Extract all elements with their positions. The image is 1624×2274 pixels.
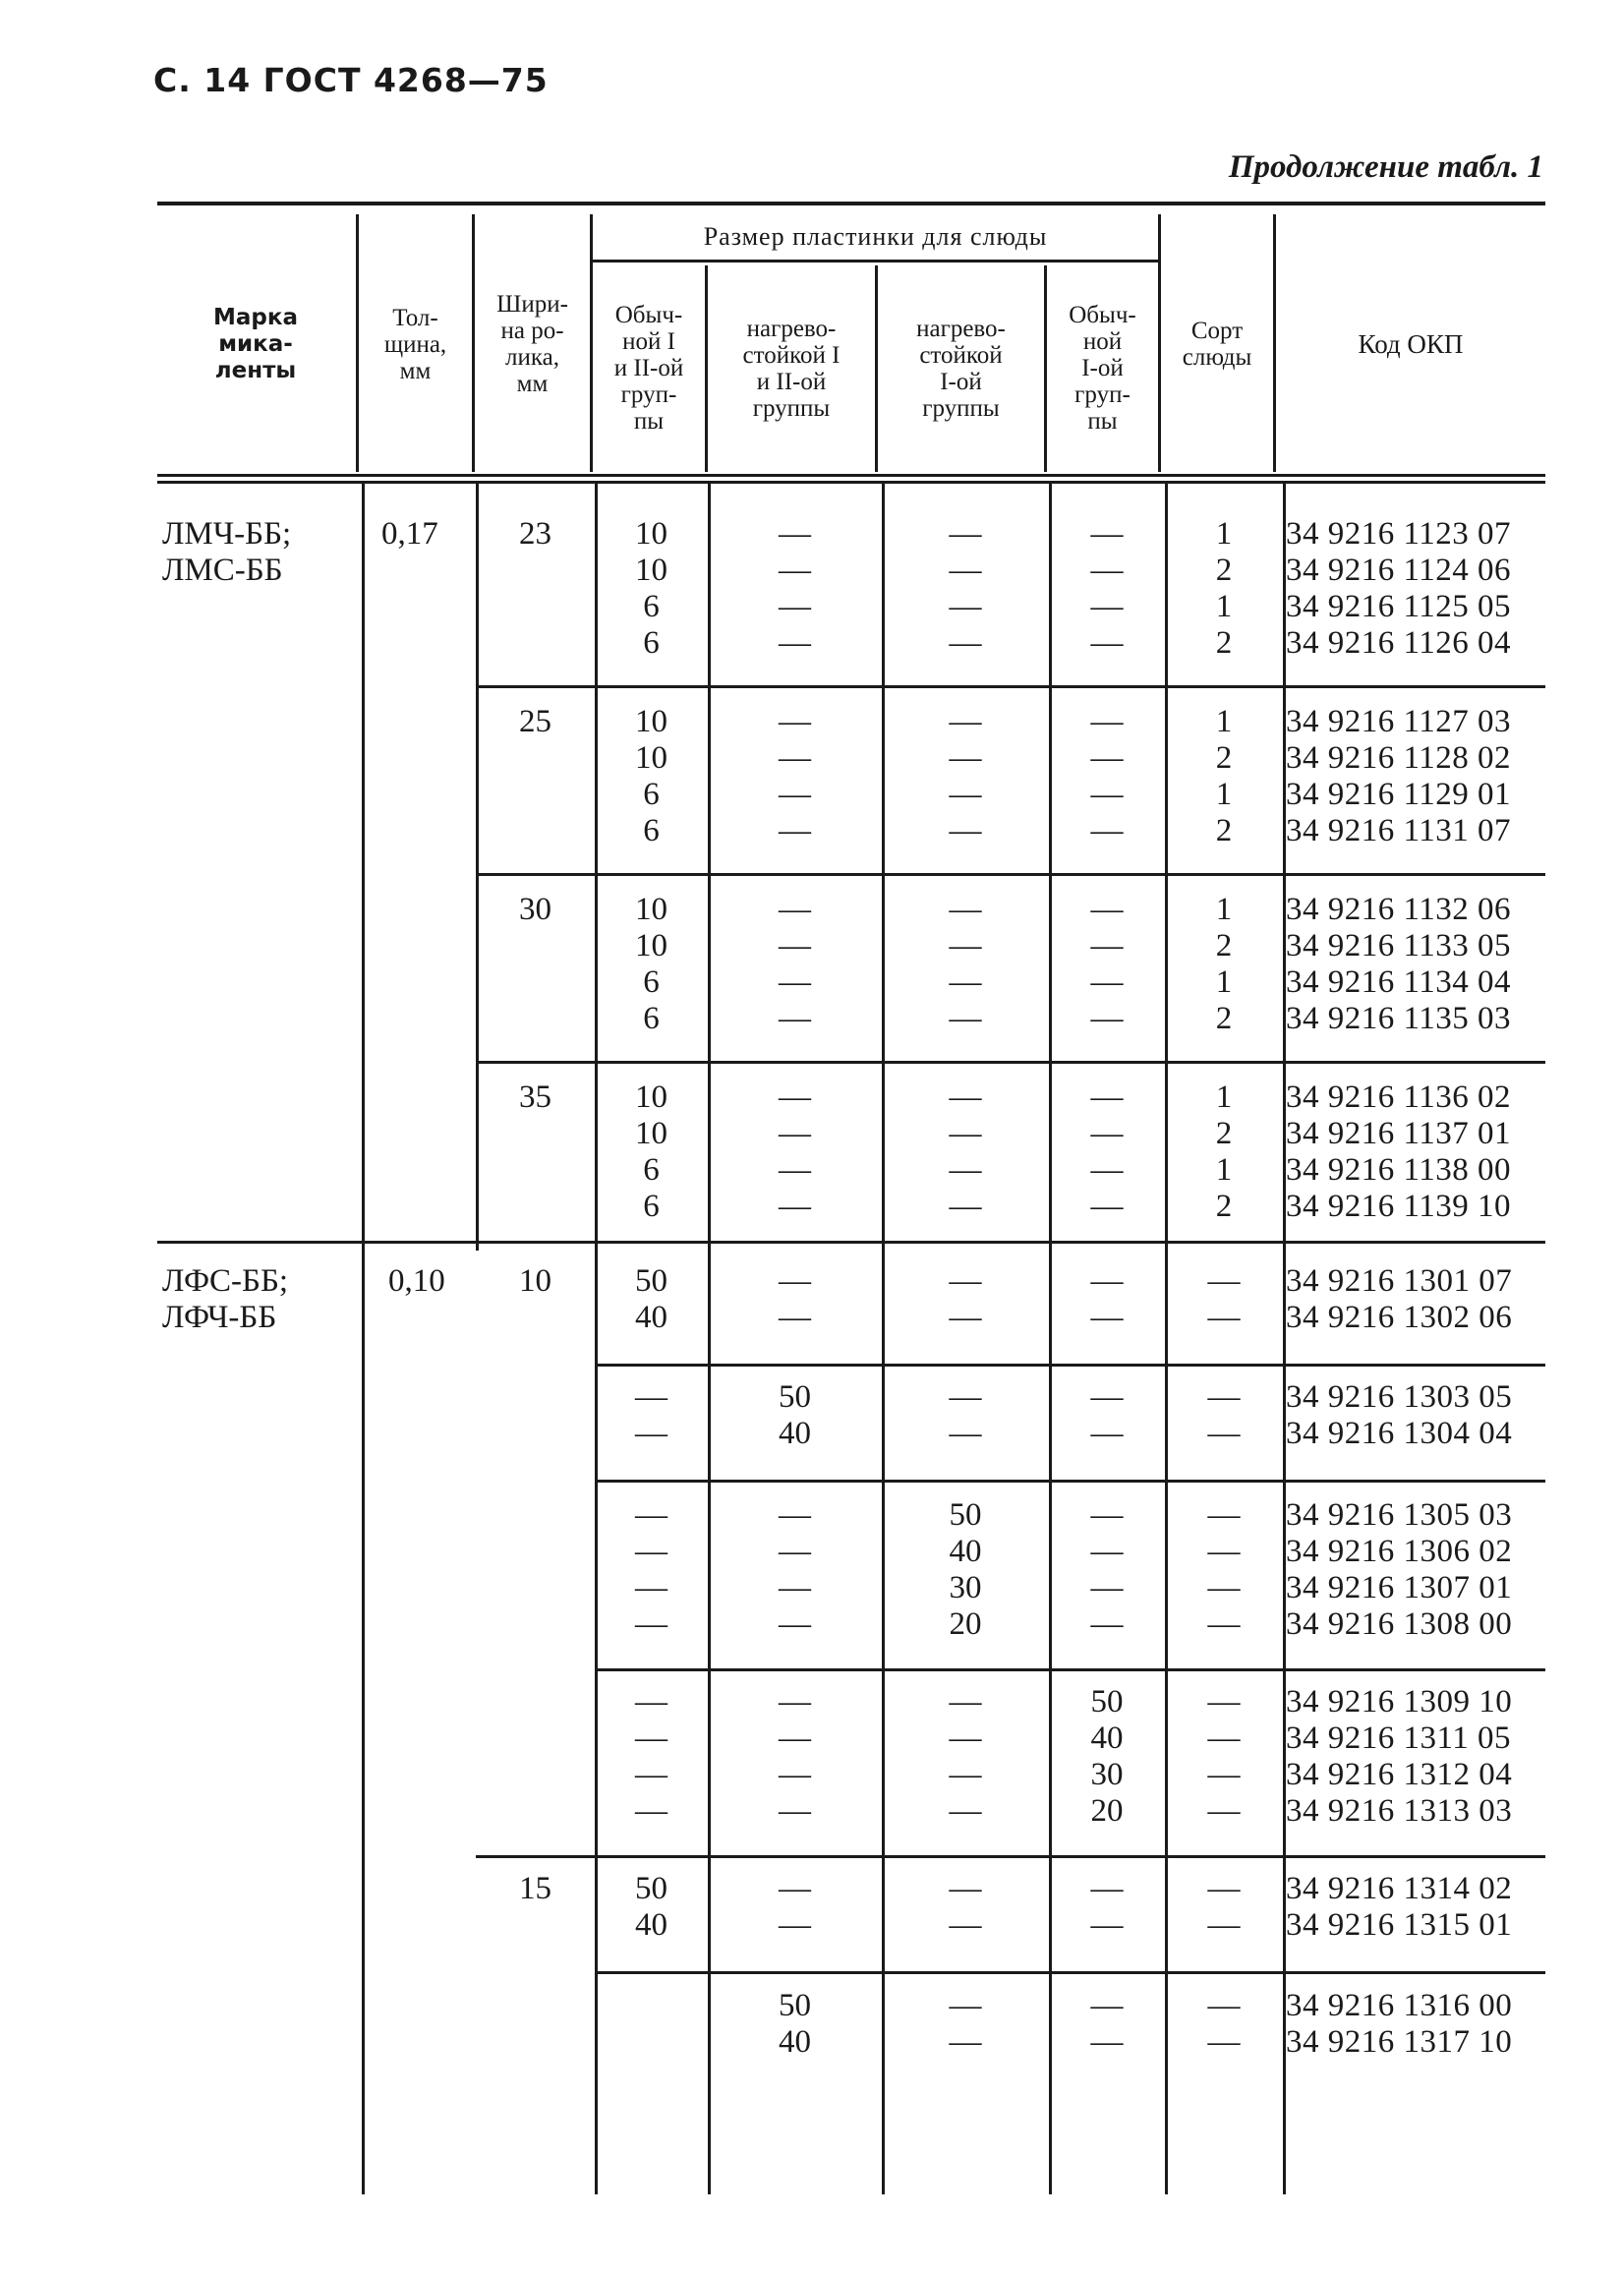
plate-heatproof-1-2-cell: — — [779, 553, 811, 588]
plate-ordinary-1-2-cell: 50 — [635, 1871, 667, 1906]
okp-code-cell: 34 9216 1129 01 — [1286, 777, 1512, 812]
okp-code-cell: 34 9216 1305 03 — [1286, 1497, 1513, 1533]
plate-heatproof-1-2-cell: — — [779, 1720, 811, 1756]
roll-width-cell: 30 — [519, 892, 551, 927]
plate-ordinary-1-cell: — — [1090, 704, 1124, 739]
plate-ordinary-1-cell: — — [1090, 740, 1124, 776]
plate-heatproof-1-cell: — — [949, 625, 982, 661]
plate-heatproof-1-2-cell: — — [779, 1757, 811, 1792]
plate-heatproof-1-2-cell: — — [779, 1079, 811, 1115]
grade-cell: — — [1207, 1684, 1241, 1720]
plate-heatproof-1-cell: — — [949, 1079, 982, 1115]
grade-cell: — — [1207, 1793, 1241, 1829]
okp-code-cell: 34 9216 1139 10 — [1286, 1189, 1512, 1224]
plate-heatproof-1-2-cell: — — [779, 1793, 811, 1829]
plate-ordinary-1-2-cell: 6 — [643, 777, 660, 812]
plate-ordinary-1-2-cell: 6 — [643, 813, 660, 848]
plate-ordinary-1-2-cell: — — [635, 1757, 667, 1792]
plate-ordinary-1-2-cell: 40 — [635, 1907, 667, 1943]
grade-cell: — — [1207, 1416, 1241, 1451]
grade-cell: — — [1207, 1606, 1241, 1642]
plate-ordinary-1-cell: — — [1090, 1606, 1124, 1642]
plate-ordinary-1-2-cell: 10 — [635, 740, 667, 776]
grade-cell: — — [1207, 1497, 1241, 1533]
grade-cell: — — [1207, 1300, 1241, 1335]
plate-ordinary-1-2-cell: 40 — [635, 1300, 667, 1335]
plate-ordinary-1-2-cell: — — [635, 1416, 667, 1451]
plate-heatproof-1-2-cell: — — [779, 928, 811, 963]
plate-ordinary-1-cell: — — [1090, 1079, 1124, 1115]
plate-heatproof-1-cell: — — [949, 516, 982, 552]
header-bottom-rule — [157, 481, 1545, 484]
plate-ordinary-1-2-cell: 6 — [643, 625, 660, 661]
grade-cell: 2 — [1215, 740, 1233, 776]
plate-ordinary-1-2-cell: — — [635, 1684, 667, 1720]
header-plate-size: Размер пластинки для слюды — [703, 221, 1048, 251]
plate-heatproof-1-2-cell: — — [779, 704, 811, 739]
plate-heatproof-1-cell: — — [949, 777, 982, 812]
plate-ordinary-1-cell: — — [1090, 777, 1124, 812]
grade-cell: 2 — [1215, 1001, 1233, 1036]
header-bottom-rule — [157, 474, 1545, 477]
plate-heatproof-1-2-cell: 40 — [779, 1416, 811, 1451]
okp-code-cell: 34 9216 1137 01 — [1286, 1116, 1512, 1151]
roll-width-cell: 15 — [519, 1871, 551, 1906]
plate-ordinary-1-cell: — — [1090, 892, 1124, 927]
okp-code-cell: 34 9216 1127 03 — [1286, 704, 1512, 739]
plate-ordinary-1-2-cell: 6 — [643, 589, 660, 624]
section-1-thickness: 0,17 — [381, 516, 438, 552]
group-divider — [595, 1364, 1545, 1367]
section-2-thickness: 0,10 — [388, 1263, 445, 1299]
plate-ordinary-1-2-cell: 6 — [643, 1189, 660, 1224]
plate-heatproof-1-cell: — — [949, 553, 982, 588]
plate-heatproof-1-2-cell: — — [779, 1300, 811, 1335]
plate-heatproof-1-cell: — — [949, 1379, 982, 1415]
okp-code-cell: 34 9216 1317 10 — [1286, 2024, 1513, 2060]
grade-cell: 2 — [1215, 928, 1233, 963]
grade-cell: 2 — [1215, 1116, 1233, 1151]
group-divider — [595, 1668, 1545, 1671]
plate-heatproof-1-cell: — — [949, 1416, 982, 1451]
plate-heatproof-1-cell: — — [949, 1988, 982, 2023]
plate-ordinary-1-cell: — — [1090, 1871, 1124, 1906]
okp-code-cell: 34 9216 1136 02 — [1286, 1079, 1512, 1115]
plate-ordinary-1-2-cell: — — [635, 1570, 667, 1605]
okp-code-cell: 34 9216 1131 07 — [1286, 813, 1512, 848]
grade-cell: 1 — [1215, 892, 1233, 927]
plate-ordinary-1-cell: — — [1090, 2024, 1124, 2060]
okp-code-cell: 34 9216 1124 06 — [1286, 553, 1512, 588]
plate-heatproof-1-cell: — — [949, 2024, 982, 2060]
plate-heatproof-1-cell: 20 — [949, 1606, 982, 1642]
plate-heatproof-1-cell: — — [949, 1793, 982, 1829]
okp-code-cell: 34 9216 1123 07 — [1286, 516, 1512, 552]
plate-ordinary-1-2-cell: 6 — [643, 1001, 660, 1036]
plate-heatproof-1-2-cell: — — [779, 1606, 811, 1642]
plate-ordinary-1-2-cell: 10 — [635, 1079, 667, 1115]
grade-cell: — — [1207, 1570, 1241, 1605]
plate-heatproof-1-cell: — — [949, 1907, 982, 1943]
plate-ordinary-1-2-cell: — — [635, 1606, 667, 1642]
grade-cell: 1 — [1215, 1152, 1233, 1188]
okp-code-cell: 34 9216 1315 01 — [1286, 1907, 1513, 1943]
plate-ordinary-1-cell: — — [1090, 813, 1124, 848]
header-width: Шири- на ро- лика, мм — [496, 291, 568, 397]
plate-heatproof-1-cell: — — [949, 1001, 982, 1036]
plate-ordinary-1-cell: — — [1090, 553, 1124, 588]
plate-heatproof-1-2-cell: — — [779, 625, 811, 661]
plate-heatproof-1-2-cell: — — [779, 1871, 811, 1906]
grade-cell: — — [1207, 1757, 1241, 1792]
plate-ordinary-1-cell: — — [1090, 1263, 1124, 1299]
plate-ordinary-1-cell: — — [1090, 1189, 1124, 1224]
header-mark: Марка мика- ленты — [212, 304, 298, 383]
plate-heatproof-1-2-cell: — — [779, 516, 811, 552]
grade-cell: — — [1207, 1720, 1241, 1756]
okp-code-cell: 34 9216 1303 05 — [1286, 1379, 1513, 1415]
plate-heatproof-1-cell: — — [949, 1263, 982, 1299]
okp-code-cell: 34 9216 1309 10 — [1286, 1684, 1513, 1720]
plate-heatproof-1-2-cell: — — [779, 813, 811, 848]
header-okp: Код ОКП — [1358, 328, 1464, 359]
group-divider — [595, 1971, 1545, 1974]
plate-heatproof-1-2-cell: — — [779, 892, 811, 927]
plate-heatproof-1-2-cell: 50 — [779, 1379, 811, 1415]
plate-heatproof-1-2-cell: — — [779, 1116, 811, 1151]
header-plate-heatproof-1-2: нагрево- стойкой I и II-ой группы — [742, 315, 841, 422]
header-plate-heatproof-1: нагрево- стойкой I-ой группы — [916, 315, 1006, 422]
plate-ordinary-1-2-cell: 10 — [635, 892, 667, 927]
grade-cell: — — [1207, 1988, 1241, 2023]
okp-code-cell: 34 9216 1304 04 — [1286, 1416, 1513, 1451]
group-divider — [476, 685, 1545, 688]
group-divider — [476, 873, 1545, 876]
okp-code-cell: 34 9216 1307 01 — [1286, 1570, 1513, 1605]
plate-ordinary-1-cell: — — [1090, 1300, 1124, 1335]
group-divider — [595, 1480, 1545, 1483]
plate-ordinary-1-2-cell: 50 — [635, 1263, 667, 1299]
plate-ordinary-1-2-cell: — — [635, 1720, 667, 1756]
plate-ordinary-1-2-cell: — — [635, 1379, 667, 1415]
plate-heatproof-1-2-cell: — — [779, 589, 811, 624]
plate-ordinary-1-2-cell: — — [635, 1534, 667, 1569]
okp-code-cell: 34 9216 1316 00 — [1286, 1988, 1513, 2023]
plate-heatproof-1-cell: 40 — [949, 1534, 982, 1569]
plate-ordinary-1-2-cell: 10 — [635, 1116, 667, 1151]
plate-heatproof-1-cell: — — [949, 1720, 982, 1756]
okp-code-cell: 34 9216 1133 05 — [1286, 928, 1512, 963]
plate-heatproof-1-2-cell: — — [779, 1907, 811, 1943]
okp-code-cell: 34 9216 1314 02 — [1286, 1871, 1513, 1906]
header-grade: Сорт слюды — [1182, 318, 1252, 371]
section-2-mark: ЛФС-ББ; ЛФЧ-ББ — [162, 1263, 289, 1335]
plate-ordinary-1-cell: — — [1090, 1001, 1124, 1036]
grade-cell: 2 — [1215, 553, 1233, 588]
plate-ordinary-1-cell: — — [1090, 1379, 1124, 1415]
plate-ordinary-1-2-cell: 10 — [635, 553, 667, 588]
plate-ordinary-1-cell: — — [1090, 1534, 1124, 1569]
okp-code-cell: 34 9216 1125 05 — [1286, 589, 1512, 624]
plate-heatproof-1-2-cell: — — [779, 1001, 811, 1036]
table-continuation-label: Продолжение табл. 1 — [1228, 149, 1543, 185]
grade-cell: 1 — [1215, 1079, 1233, 1115]
grade-cell: 2 — [1215, 813, 1233, 848]
plate-ordinary-1-cell: — — [1090, 1152, 1124, 1188]
okp-code-cell: 34 9216 1128 02 — [1286, 740, 1512, 776]
header-plate-ordinary-1: Обыч- ной I-ой груп- пы — [1069, 302, 1136, 435]
plate-heatproof-1-2-cell: — — [779, 777, 811, 812]
plate-ordinary-1-2-cell: 6 — [643, 964, 660, 1000]
grade-cell: 2 — [1215, 1189, 1233, 1224]
grade-cell: — — [1207, 1907, 1241, 1943]
plate-ordinary-1-2-cell: 6 — [643, 1152, 660, 1188]
plate-ordinary-1-cell: 50 — [1090, 1684, 1124, 1720]
section-1-mark: ЛМЧ-ББ; ЛМС-ББ — [162, 516, 292, 588]
grade-cell: 1 — [1215, 589, 1233, 624]
grade-cell: — — [1207, 2024, 1241, 2060]
plate-ordinary-1-cell: — — [1090, 928, 1124, 963]
body-divider — [476, 484, 479, 1251]
plate-ordinary-1-cell: — — [1090, 1416, 1124, 1451]
plate-heatproof-1-cell: — — [949, 1300, 982, 1335]
okp-code-cell: 34 9216 1135 03 — [1286, 1001, 1512, 1036]
plate-heatproof-1-cell: 30 — [949, 1570, 982, 1605]
plate-ordinary-1-cell: — — [1090, 589, 1124, 624]
roll-width-cell: 23 — [519, 516, 551, 552]
grade-cell: 1 — [1215, 777, 1233, 812]
plate-ordinary-1-cell: — — [1090, 1116, 1124, 1151]
plate-heatproof-1-2-cell: 40 — [779, 2024, 811, 2060]
plate-ordinary-1-cell: — — [1090, 516, 1124, 552]
plate-heatproof-1-cell: — — [949, 813, 982, 848]
plate-heatproof-1-2-cell: 50 — [779, 1988, 811, 2023]
plate-ordinary-1-2-cell: 10 — [635, 928, 667, 963]
plate-heatproof-1-cell: — — [949, 1757, 982, 1792]
header-thickness: Тол- щина, мм — [383, 304, 447, 384]
plate-heatproof-1-cell: — — [949, 1871, 982, 1906]
plate-ordinary-1-cell: — — [1090, 625, 1124, 661]
plate-heatproof-1-2-cell: — — [779, 964, 811, 1000]
okp-code-cell: 34 9216 1302 06 — [1286, 1300, 1513, 1335]
plate-ordinary-1-2-cell: — — [635, 1793, 667, 1829]
plate-ordinary-1-cell: — — [1090, 1570, 1124, 1605]
plate-ordinary-1-cell: 30 — [1090, 1757, 1124, 1792]
plate-ordinary-1-2-cell: 10 — [635, 516, 667, 552]
plate-ordinary-1-cell: — — [1090, 1988, 1124, 2023]
section-divider — [157, 1241, 1545, 1244]
okp-code-cell: 34 9216 1138 00 — [1286, 1152, 1512, 1188]
okp-code-cell: 34 9216 1301 07 — [1286, 1263, 1513, 1299]
okp-code-cell: 34 9216 1132 06 — [1286, 892, 1512, 927]
plate-ordinary-1-2-cell: — — [635, 1497, 667, 1533]
plate-ordinary-1-cell: — — [1090, 1907, 1124, 1943]
okp-code-cell: 34 9216 1308 00 — [1286, 1606, 1513, 1642]
plate-heatproof-1-2-cell: — — [779, 1534, 811, 1569]
plate-heatproof-1-cell: — — [949, 964, 982, 1000]
group-divider — [476, 1855, 1545, 1858]
roll-width-cell: 35 — [519, 1079, 551, 1115]
plate-ordinary-1-cell: — — [1090, 1497, 1124, 1533]
grade-cell: — — [1207, 1263, 1241, 1299]
plate-ordinary-1-cell: 40 — [1090, 1720, 1124, 1756]
header-plate-ordinary-1-2: Обыч- ной I и II-ой груп- пы — [613, 302, 684, 435]
plate-heatproof-1-cell: — — [949, 1116, 982, 1151]
plate-heatproof-1-2-cell: — — [779, 1152, 811, 1188]
okp-code-cell: 34 9216 1306 02 — [1286, 1534, 1513, 1569]
roll-width-cell: 10 — [519, 1263, 551, 1299]
plate-ordinary-1-cell: 20 — [1090, 1793, 1124, 1829]
plate-heatproof-1-2-cell: — — [779, 1263, 811, 1299]
grade-cell: 1 — [1215, 964, 1233, 1000]
plate-heatproof-1-cell: — — [949, 589, 982, 624]
grade-cell: — — [1207, 1534, 1241, 1569]
plate-heatproof-1-2-cell: — — [779, 1189, 811, 1224]
plate-heatproof-1-2-cell: — — [779, 1570, 811, 1605]
plate-heatproof-1-cell: — — [949, 892, 982, 927]
page-header: С. 14 ГОСТ 4268—75 — [153, 61, 549, 99]
okp-code-cell: 34 9216 1312 04 — [1286, 1757, 1513, 1792]
plate-heatproof-1-cell: — — [949, 1189, 982, 1224]
plate-ordinary-1-cell: — — [1090, 964, 1124, 1000]
table-top-rule — [157, 202, 1545, 205]
okp-code-cell: 34 9216 1311 05 — [1286, 1720, 1512, 1756]
grade-cell: — — [1207, 1871, 1241, 1906]
plate-heatproof-1-cell: 50 — [949, 1497, 982, 1533]
body-divider — [362, 484, 365, 2194]
okp-code-cell: 34 9216 1134 04 — [1286, 964, 1512, 1000]
plate-heatproof-1-2-cell: — — [779, 740, 811, 776]
roll-width-cell: 25 — [519, 704, 551, 739]
plate-heatproof-1-2-cell: — — [779, 1684, 811, 1720]
grade-cell: 2 — [1215, 625, 1233, 661]
plate-size-underline — [590, 260, 1158, 262]
plate-heatproof-1-cell: — — [949, 740, 982, 776]
okp-code-cell: 34 9216 1126 04 — [1286, 625, 1512, 661]
grade-cell: 1 — [1215, 516, 1233, 552]
group-divider — [476, 1061, 1545, 1064]
grade-cell: — — [1207, 1379, 1241, 1415]
plate-heatproof-1-cell: — — [949, 1152, 982, 1188]
plate-heatproof-1-cell: — — [949, 1684, 982, 1720]
okp-code-cell: 34 9216 1313 03 — [1286, 1793, 1513, 1829]
plate-ordinary-1-2-cell: 10 — [635, 704, 667, 739]
grade-cell: 1 — [1215, 704, 1233, 739]
plate-heatproof-1-cell: — — [949, 704, 982, 739]
plate-heatproof-1-2-cell: — — [779, 1497, 811, 1533]
plate-heatproof-1-cell: — — [949, 928, 982, 963]
